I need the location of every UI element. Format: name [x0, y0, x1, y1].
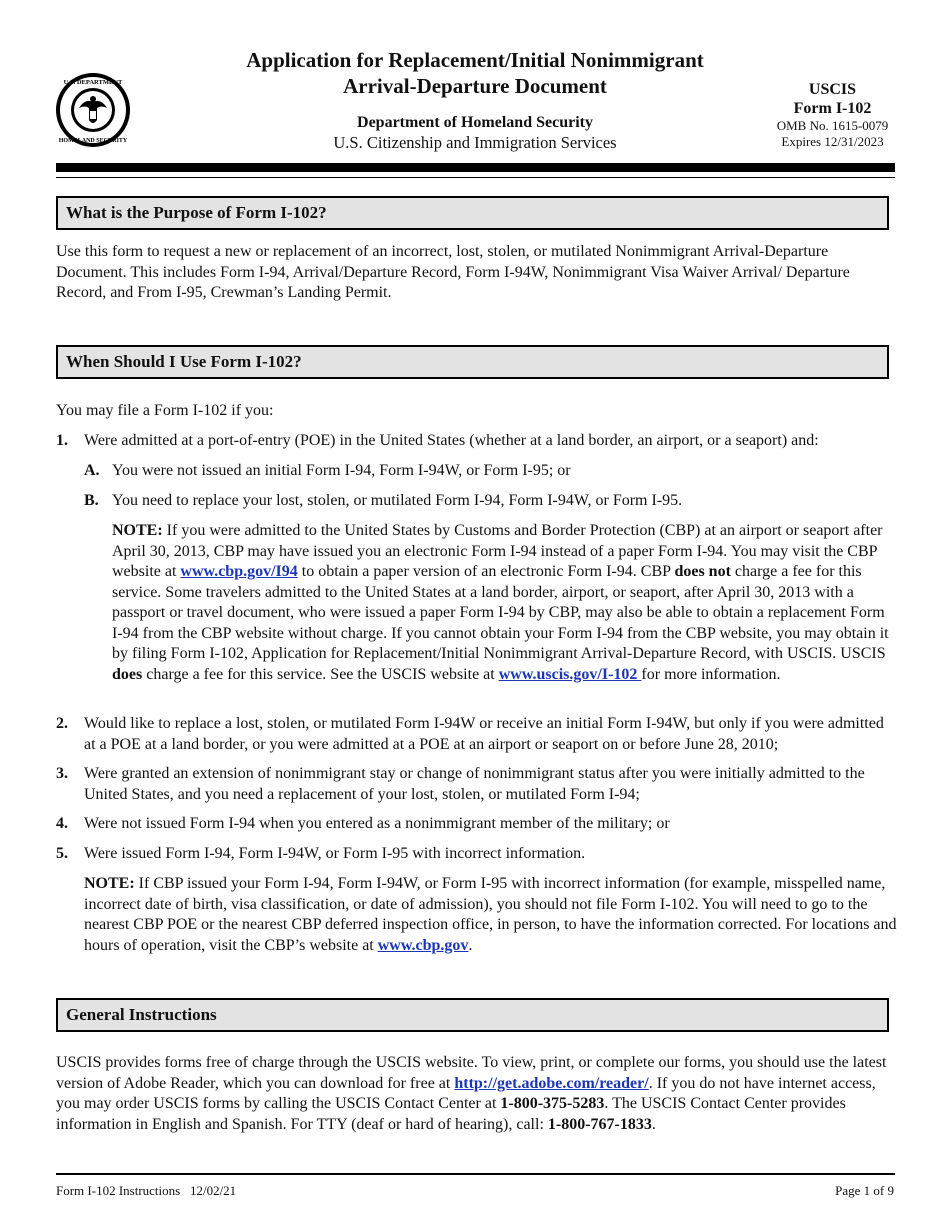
item-number: 5. — [56, 845, 68, 862]
list-item-a — [84, 461, 898, 482]
when-intro: You may file a Form I-102 if you: — [56, 402, 274, 419]
form-title-line1: Application for Replacement/Initial Nonimmigrant — [246, 48, 704, 72]
header-thick-rule — [56, 163, 895, 172]
section-heading-when: When Should I Use Form I-102? — [56, 345, 889, 379]
section-heading-general: General Instructions — [56, 998, 889, 1032]
footer-form-edition: Form I-102 Instructions 12/02/21 — [56, 1183, 237, 1198]
note-label: NOTE: — [84, 875, 135, 892]
list-item-3 — [56, 764, 898, 805]
adobe-reader-link[interactable]: http://get.adobe.com/reader/ — [454, 1074, 649, 1092]
item-number: 3. — [56, 765, 68, 782]
cbp-website-link[interactable]: www.cbp.gov — [377, 936, 469, 954]
item-text: Were issued Form I-94, Form I-94W, or Form I-95 with incorrect information. — [84, 845, 586, 862]
footer-page-number: Page 1 of 9 — [835, 1183, 894, 1198]
note-label: NOTE: — [112, 522, 163, 539]
list-item-b — [84, 491, 898, 512]
general-text: USCIS provides forms free of charge through the USCIS website. To view, print, or complete our forms, you should use the latest version of Adobe Reader, which you can download for free at http://get.adobe.com/reader/. If you do not have internet access, you may order USCIS forms by calling the USCIS Contact Center at 1-800-375-5283. The USCIS Contact Center provides information in English and Spanish. For TTY (deaf or hard of hearing), call: 1-800-767-1833. — [56, 1054, 887, 1133]
item-text: You need to replace your lost, stolen, or mutilated Form I-94, Form I-94W, or Form I-95. — [112, 492, 683, 509]
item-text: Were granted an extension of nonimmigrant stay or change of nonimmigrant status after you were initially admitted to the United States, and you need a replacement of your lost, stolen, or mutilated Form I-94; — [84, 765, 865, 803]
item-text: Were not issued Form I-94 when you entered as a nonimmigrant member of the military; or — [84, 815, 670, 832]
note-incorrect-info: NOTE: If CBP issued your Form I-94, Form I-94W, or Form I-95 with incorrect information (for example, misspelled name, incorrect date of birth, visa classification, or date of admission), you should not file Form I-102. You will need to go to the nearest CBP POE or the nearest CBP deferred inspection office, in person, to have the information corrected. For locations and hours of operation, visit the CBP’s website at www.cbp.gov. — [84, 875, 897, 954]
list-item-2 — [56, 714, 898, 755]
item-text: You were not issued an initial Form I-94, Form I-94W, or Form I-95; or — [112, 462, 571, 479]
header-thin-rule — [56, 177, 895, 178]
list-item-5 — [56, 844, 898, 865]
footer-rule — [56, 1173, 895, 1175]
item-text: Would like to replace a lost, stolen, or mutilated Form I-94W or receive an initial Form I-94W, but only if you were admitted at a POE at a land border, or you were admitted at a POE at an airport or seaport on or before June 28, 2010; — [84, 715, 884, 753]
form-id-block — [765, 80, 900, 150]
contact-center-phone: 1-800-375-5283 — [500, 1095, 605, 1112]
item-letter: A. — [84, 462, 100, 479]
header-center — [200, 47, 750, 153]
form-title-line2: Arrival-Departure Document — [343, 74, 607, 98]
note-cbp-i94: NOTE: If you were admitted to the United States by Customs and Border Protection (CBP) at an airport or seaport after April 30, 2013, CBP may have issued you an electronic Form I-94 instead of a paper Form I-94. You may visit the CBP website at www.cbp.gov/I94 to obtain a paper version of an electronic Form I-94. CBP does not charge a fee for this service. Some travelers admitted to the United States at a land border, airport, or seaport, after April 30, 2013 with a passport or travel document, who were issued a paper Form I-94 by CBP, may also be able to obtain a replacement Form I-94 from the CBP website without charge. If you cannot obtain your Form I-94 from the CBP website, you may obtain it by filing Form I-102, Application for Replacement/Initial Nonimmigrant Arrival-Departure Record, with USCIS. USCIS does charge a fee for this service. See the USCIS website at www.uscis.gov/I-102 for more information. — [112, 522, 889, 683]
uscis-i102-link[interactable]: www.uscis.gov/I-102 — [498, 665, 642, 683]
expiration-date: Expires 12/31/2023 — [781, 134, 884, 149]
section-heading-purpose: What is the Purpose of Form I-102? — [56, 196, 889, 230]
form-number: Form I-102 — [793, 100, 872, 117]
item-number: 1. — [56, 432, 68, 449]
department-name: Department of Homeland Security — [357, 114, 593, 131]
uscis-label: USCIS — [808, 81, 857, 98]
svg-text:U.S. DEPARTMENT: U.S. DEPARTMENT — [63, 79, 123, 86]
purpose-text: Use this form to request a new or replacement of an incorrect, lost, stolen, or mutilated Nonimmigrant Arrival-Departure Document. This includes Form I-94, Arrival/Departure Record, Form I-94W, Nonimmigrant Visa Waiver Arrival/ Departure Record, and From I-95, Crewman’s Landing Permit. — [56, 243, 850, 301]
agency-name: U.S. Citizenship and Immigration Services — [333, 133, 617, 152]
dhs-seal-logo — [55, 72, 131, 148]
svg-text:HOMELAND SECURITY: HOMELAND SECURITY — [58, 138, 128, 144]
item-number: 4. — [56, 815, 68, 832]
omb-number: OMB No. 1615-0079 — [776, 118, 889, 133]
list-item-1 — [56, 431, 898, 452]
item-number: 2. — [56, 715, 68, 732]
tty-phone: 1-800-767-1833 — [547, 1115, 652, 1133]
item-letter: B. — [84, 492, 99, 509]
item-text: Were admitted at a port-of-entry (POE) in the United States (whether at a land border, an airport, or a seaport) and: — [84, 432, 819, 449]
cbp-i94-link[interactable]: www.cbp.gov/I94 — [180, 563, 298, 580]
list-item-4 — [56, 814, 898, 835]
